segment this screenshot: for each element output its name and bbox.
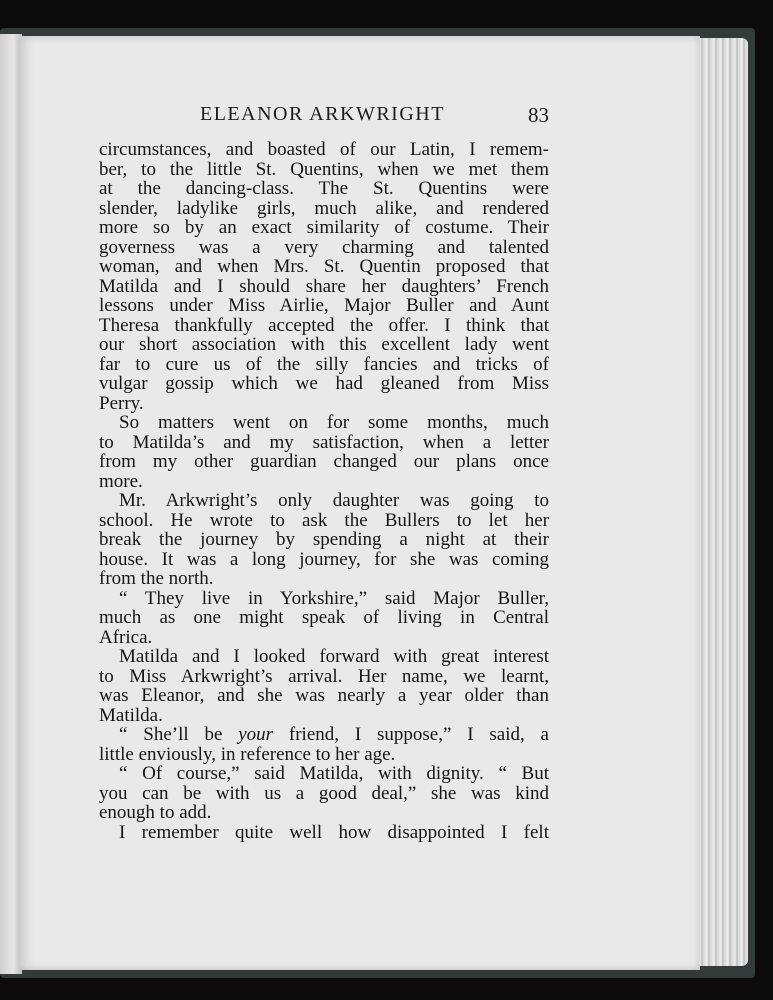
- text-line: to Matilda’s and my satisfaction, when a letter: [99, 431, 549, 453]
- text-line: little enviously, in reference to her age.: [99, 743, 396, 765]
- text-line: more so by an exact similarity of costume. Their: [99, 217, 549, 238]
- text-line: woman, and when Mrs. St. Quentin proposed that: [99, 256, 549, 277]
- text-line: enough to add.: [99, 802, 212, 823]
- text-line: break the journey by spending a night at their: [99, 529, 549, 550]
- text-line: at the dancing-class. The St. Quentins were: [99, 178, 549, 199]
- text-line: I remember quite well how disappointed I felt: [119, 821, 549, 843]
- running-title: ELEANOR ARKWRIGHT: [200, 103, 445, 125]
- text-line: vulgar gossip which we had gleaned from Miss: [99, 373, 549, 394]
- text-line: more.: [99, 470, 143, 492]
- italic-text: your: [238, 724, 274, 745]
- text-line: far to cure us of the silly fancies and tricks of: [99, 353, 549, 375]
- text-fragment: “ She’ll be: [119, 724, 239, 745]
- text-line: circumstances, and boasted of our Latin, I remem-: [99, 139, 549, 160]
- text-line: ber, to the little St. Quentins, when we met them: [99, 158, 549, 180]
- text-line: from my other guardian changed our plans once: [99, 451, 549, 472]
- text-line: from the north.: [99, 568, 214, 589]
- text-line: Perry.: [99, 392, 144, 414]
- text-line: “ Of course,” said Matilda, with dignity. “ But: [119, 763, 549, 784]
- page-number: 83: [528, 103, 549, 127]
- text-line: Matilda and I should share her daughters’ French: [99, 275, 549, 297]
- text-line: lessons under Miss Airlie, Major Buller and Aunt: [99, 295, 549, 316]
- text-line: slender, ladylike girls, much alike, and rendered: [99, 197, 549, 219]
- text-line: house. It was a long journey, for she was coming: [99, 548, 549, 570]
- body-text: [99, 140, 549, 842]
- text-line: governess was a very charming and talented: [99, 236, 549, 258]
- text-line: our short association with this excellent lady went: [99, 334, 549, 355]
- text-line: Africa.: [99, 626, 153, 648]
- facing-page-edge: [0, 34, 22, 974]
- text-line: to Miss Arkwright’s arrival. Her name, we learnt,: [99, 665, 549, 687]
- text-line: Matilda.: [99, 704, 163, 726]
- text-line: Mr. Arkwright’s only daughter was going to: [119, 490, 549, 511]
- text-line-mixed: [99, 725, 549, 745]
- text-line: much as one might speak of living in Central: [99, 607, 549, 628]
- text-fragment: friend, I suppose,” I said, a: [273, 724, 549, 745]
- text-line: “ They live in Yorkshire,” said Major Buller,: [119, 587, 549, 609]
- text-line: was Eleanor, and she was nearly a year older than: [99, 685, 549, 706]
- text-line: Matilda and I looked forward with great interest: [119, 646, 549, 667]
- text-line: you can be with us a good deal,” she was kind: [99, 782, 549, 804]
- text-line: school. He wrote to ask the Bullers to let her: [99, 509, 549, 531]
- text-line: So matters went on for some months, much: [119, 412, 549, 433]
- text-line: Theresa thankfully accepted the offer. I think that: [99, 314, 549, 336]
